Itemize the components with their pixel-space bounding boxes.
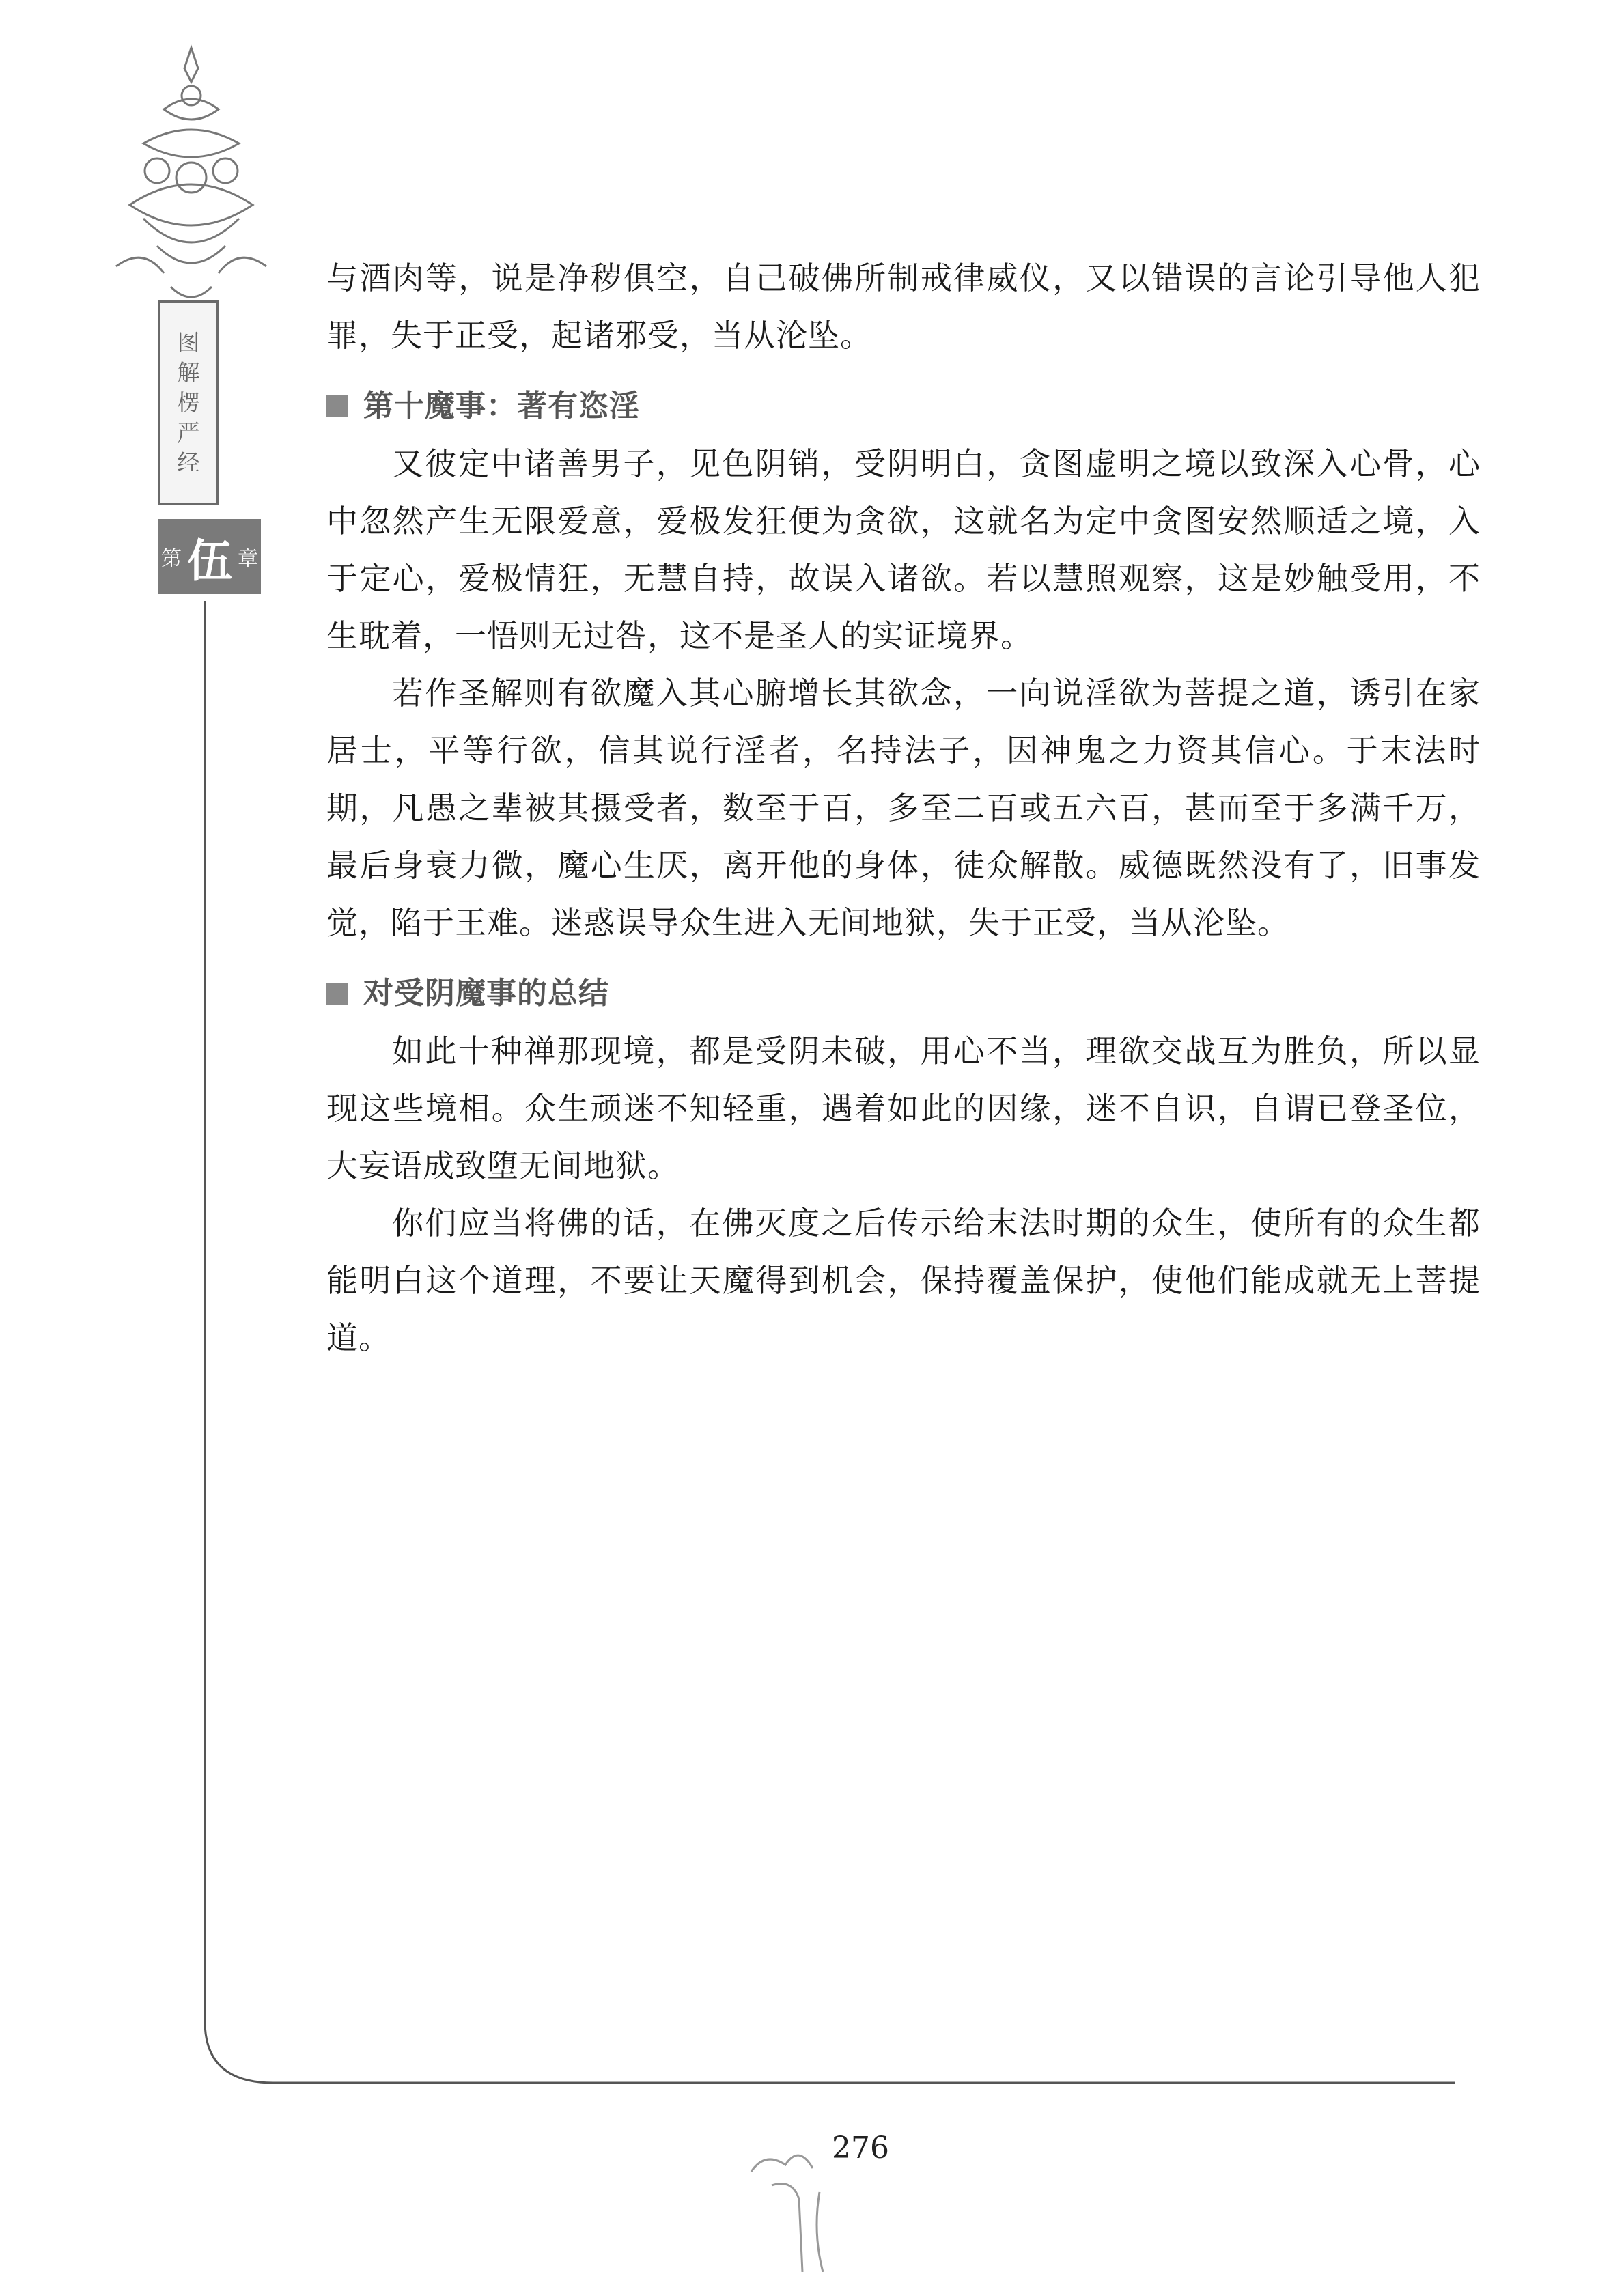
paragraph: 你们应当将佛的话，在佛灭度之后传示给末法时期的众生，使所有的众生都能明白这个道理，不要让天魔得到机会，保持覆盖保护，使他们能成就无上菩提道。 bbox=[326, 1205, 1481, 1356]
square-bullet-icon bbox=[326, 395, 348, 417]
paragraph: 与酒肉等，说是净秽俱空，自己破佛所制戒律威仪，又以错误的言论引导他人犯罪，失于正受，起诸邪受，当从沦坠。 bbox=[326, 260, 1481, 354]
book-title-char: 楞 bbox=[177, 389, 200, 416]
page-number: 276 bbox=[832, 2131, 889, 2165]
book-title-char: 严 bbox=[177, 419, 200, 446]
square-bullet-icon bbox=[326, 983, 348, 1005]
section-heading-text: 第十魔事：著有恣淫 bbox=[363, 389, 640, 423]
main-content bbox=[326, 249, 1481, 1366]
chapter-prefix: 第 bbox=[161, 547, 182, 571]
section-heading bbox=[326, 965, 1481, 1022]
book-title-char: 解 bbox=[177, 359, 200, 386]
paragraph: 又彼定中诸善男子，见色阴销，受阴明白，贪图虚明之境以致深入心骨，心中忽然产生无限爱意，爱极发狂便为贪欲，这就名为定中贪图安然顺适之境，入于定心，爱极情狂，无慧自持，故误入诸欲。若以慧照观察，这是妙触受用，不生耽着，一悟则无过咎，这不是圣人的实证境界。 bbox=[326, 445, 1481, 654]
paragraph: 若作圣解则有欲魔入其心腑增长其欲念，一向说淫欲为菩提之道，诱引在家居士，平等行欲，信其说行淫者，名持法子，因神鬼之力资其信心。于末法时期，凡愚之辈被其摄受者，数至于百，多至二百或五六百，甚而至于多满千万，最后身衰力微，魔心生厌，离开他的身体，徒众解散。威德既然没有了，旧事发觉，陷于王难。迷惑误导众生进入无间地狱，失于正受，当从沦坠。 bbox=[326, 675, 1481, 941]
book-title-char: 经 bbox=[177, 449, 200, 476]
chapter-suffix: 章 bbox=[238, 547, 258, 571]
chapter-number: 伍 bbox=[187, 534, 232, 587]
book-title-char: 图 bbox=[177, 329, 200, 356]
section-heading bbox=[326, 378, 1481, 435]
paragraph: 如此十种禅那现境，都是受阴未破，用心不当，理欲交战互为胜负，所以显现这些境相。众生顽迷不知轻重，遇着如此的因缘，迷不自识，自谓已登圣位，大妄语成致堕无间地狱。 bbox=[326, 1033, 1481, 1184]
section-heading-text: 对受阴魔事的总结 bbox=[363, 976, 609, 1011]
